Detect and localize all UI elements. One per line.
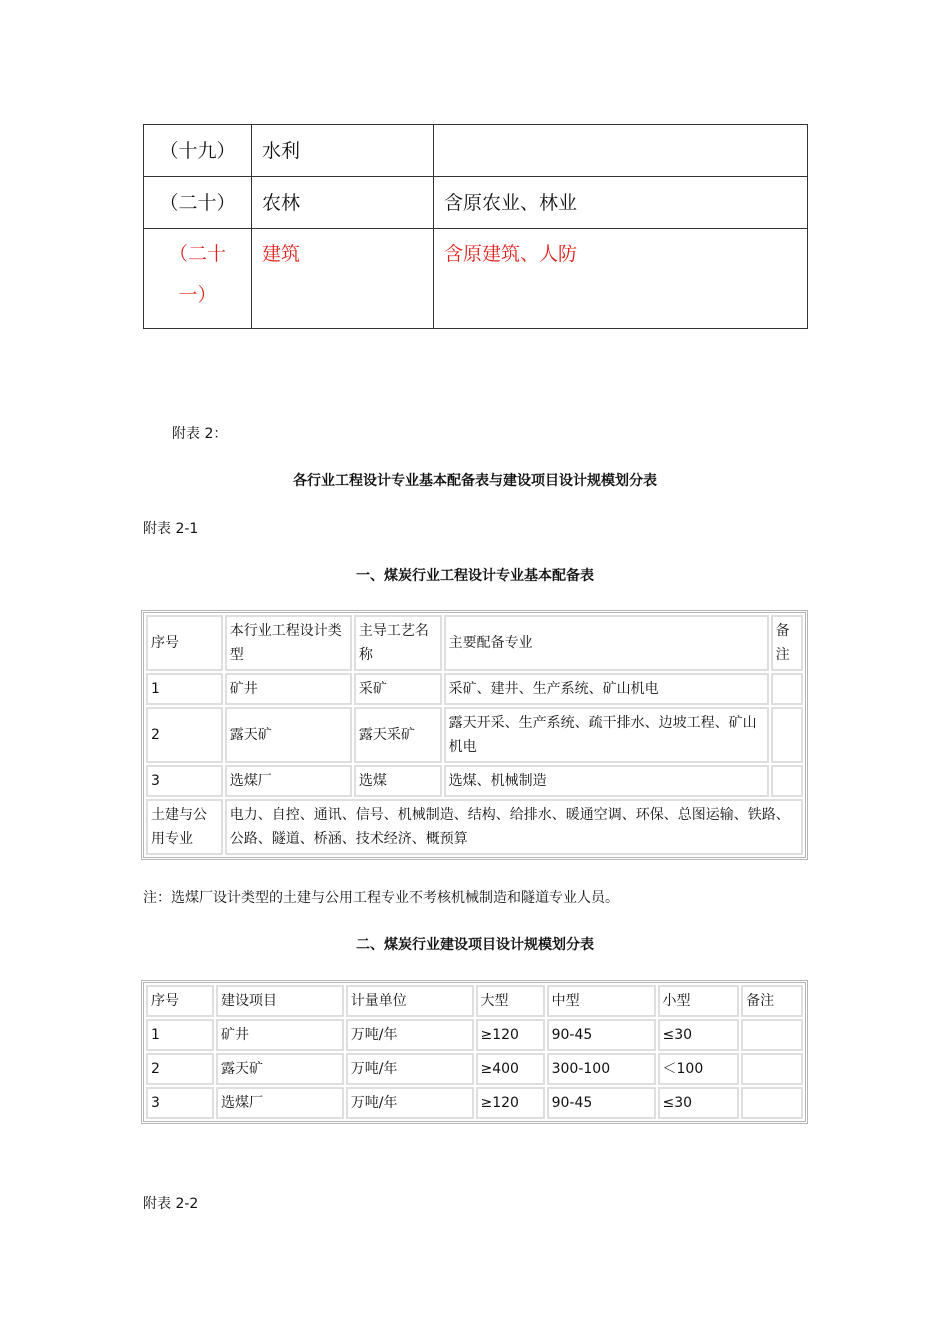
appendix-2-2-label: 附表 2-2 — [143, 1196, 199, 1212]
table-cell: 1 — [146, 673, 223, 705]
appendix-2-1-label: 附表 2-1 — [143, 521, 199, 537]
table-row — [146, 799, 803, 855]
table-cell: ≤30 — [658, 1087, 740, 1119]
table-cell: 选煤厂 — [225, 765, 352, 797]
table-cell: ≥120 — [476, 1019, 545, 1051]
table-cell: 露天矿 — [225, 707, 352, 763]
header-cell: 备注 — [741, 985, 803, 1017]
table-cell: 2 — [146, 1053, 214, 1085]
header-cell: 计量单位 — [346, 985, 474, 1017]
table-row — [144, 229, 808, 329]
table-cell: 采矿、建井、生产系统、矿山机电 — [444, 673, 769, 705]
section-2-title: 二、煤炭行业建设项目设计规模划分表 — [356, 937, 594, 953]
table-row — [144, 177, 808, 229]
table-1-note: 注：选煤厂设计类型的土建与公用工程专业不考核机械制造和隧道专业人员。 — [143, 890, 619, 906]
category-note: 含原建筑、人防 — [434, 229, 808, 329]
table-header-row — [146, 615, 803, 671]
section-1-title: 一、煤炭行业工程设计专业基本配备表 — [356, 568, 594, 584]
table-cell — [771, 673, 803, 705]
header-cell: 主导工艺名称 — [354, 615, 442, 671]
category-number: （十九） — [144, 125, 252, 177]
coal-project-scale-table — [141, 980, 808, 1124]
table-cell: 万吨/年 — [346, 1053, 474, 1085]
main-title: 各行业工程设计专业基本配备表与建设项目设计规模划分表 — [293, 473, 657, 489]
category-name: 水利 — [252, 125, 434, 177]
category-number: （二十） — [144, 177, 252, 229]
table-row — [146, 673, 803, 705]
header-cell: 主要配备专业 — [444, 615, 769, 671]
table-cell: 采矿 — [354, 673, 442, 705]
table-cell: 90-45 — [547, 1087, 656, 1119]
table-cell: 90-45 — [547, 1019, 656, 1051]
table-row — [146, 1053, 803, 1085]
category-note — [434, 125, 808, 177]
table-cell: 选煤 — [354, 765, 442, 797]
table-cell: ＜100 — [658, 1053, 740, 1085]
table-cell: 露天采矿 — [354, 707, 442, 763]
table-cell — [741, 1053, 803, 1085]
header-cell: 序号 — [146, 985, 214, 1017]
category-name: 建筑 — [252, 229, 434, 329]
table-row — [146, 765, 803, 797]
table-cell: 矿井 — [225, 673, 352, 705]
table-row — [146, 1087, 803, 1119]
appendix-2-label: 附表 2： — [172, 426, 228, 442]
table-cell: 土建与公用专业 — [146, 799, 223, 855]
table-cell — [771, 765, 803, 797]
header-cell: 中型 — [547, 985, 656, 1017]
table-row — [144, 125, 808, 177]
coal-design-staffing-table — [141, 610, 808, 860]
table-cell — [741, 1087, 803, 1119]
table-cell: ≤30 — [658, 1019, 740, 1051]
table-cell: 选煤厂 — [216, 1087, 344, 1119]
table-cell: 万吨/年 — [346, 1087, 474, 1119]
table-row — [146, 1019, 803, 1051]
table-header-row — [146, 985, 803, 1017]
category-note: 含原农业、林业 — [434, 177, 808, 229]
table-cell: 万吨/年 — [346, 1019, 474, 1051]
header-cell: 建设项目 — [216, 985, 344, 1017]
category-number — [144, 229, 252, 329]
table-cell: 1 — [146, 1019, 214, 1051]
table-cell: 3 — [146, 1087, 214, 1119]
header-cell: 大型 — [476, 985, 545, 1017]
table-cell: ≥120 — [476, 1087, 545, 1119]
table-cell: 300-100 — [547, 1053, 656, 1085]
table-cell: 露天矿 — [216, 1053, 344, 1085]
header-cell: 小型 — [658, 985, 740, 1017]
industry-category-table — [143, 124, 808, 329]
table-cell: 2 — [146, 707, 223, 763]
table-cell: 露天开采、生产系统、疏干排水、边坡工程、矿山机电 — [444, 707, 769, 763]
header-cell: 备注 — [771, 615, 803, 671]
table-cell — [771, 707, 803, 763]
table-cell: ≥400 — [476, 1053, 545, 1085]
table-cell: 矿井 — [216, 1019, 344, 1051]
header-cell: 本行业工程设计类型 — [225, 615, 352, 671]
header-cell: 序号 — [146, 615, 223, 671]
category-name: 农林 — [252, 177, 434, 229]
table-cell: 3 — [146, 765, 223, 797]
table-cell: 电力、自控、通讯、信号、机械制造、结构、给排水、暖通空调、环保、总图运输、铁路、公路、隧道、桥涵、技术经济、概预算 — [225, 799, 803, 855]
category-number-line2: 一） — [178, 284, 217, 306]
table-row — [146, 707, 803, 763]
category-number-line1: （二十 — [168, 243, 226, 265]
table-cell: 选煤、机械制造 — [444, 765, 769, 797]
table-cell — [741, 1019, 803, 1051]
